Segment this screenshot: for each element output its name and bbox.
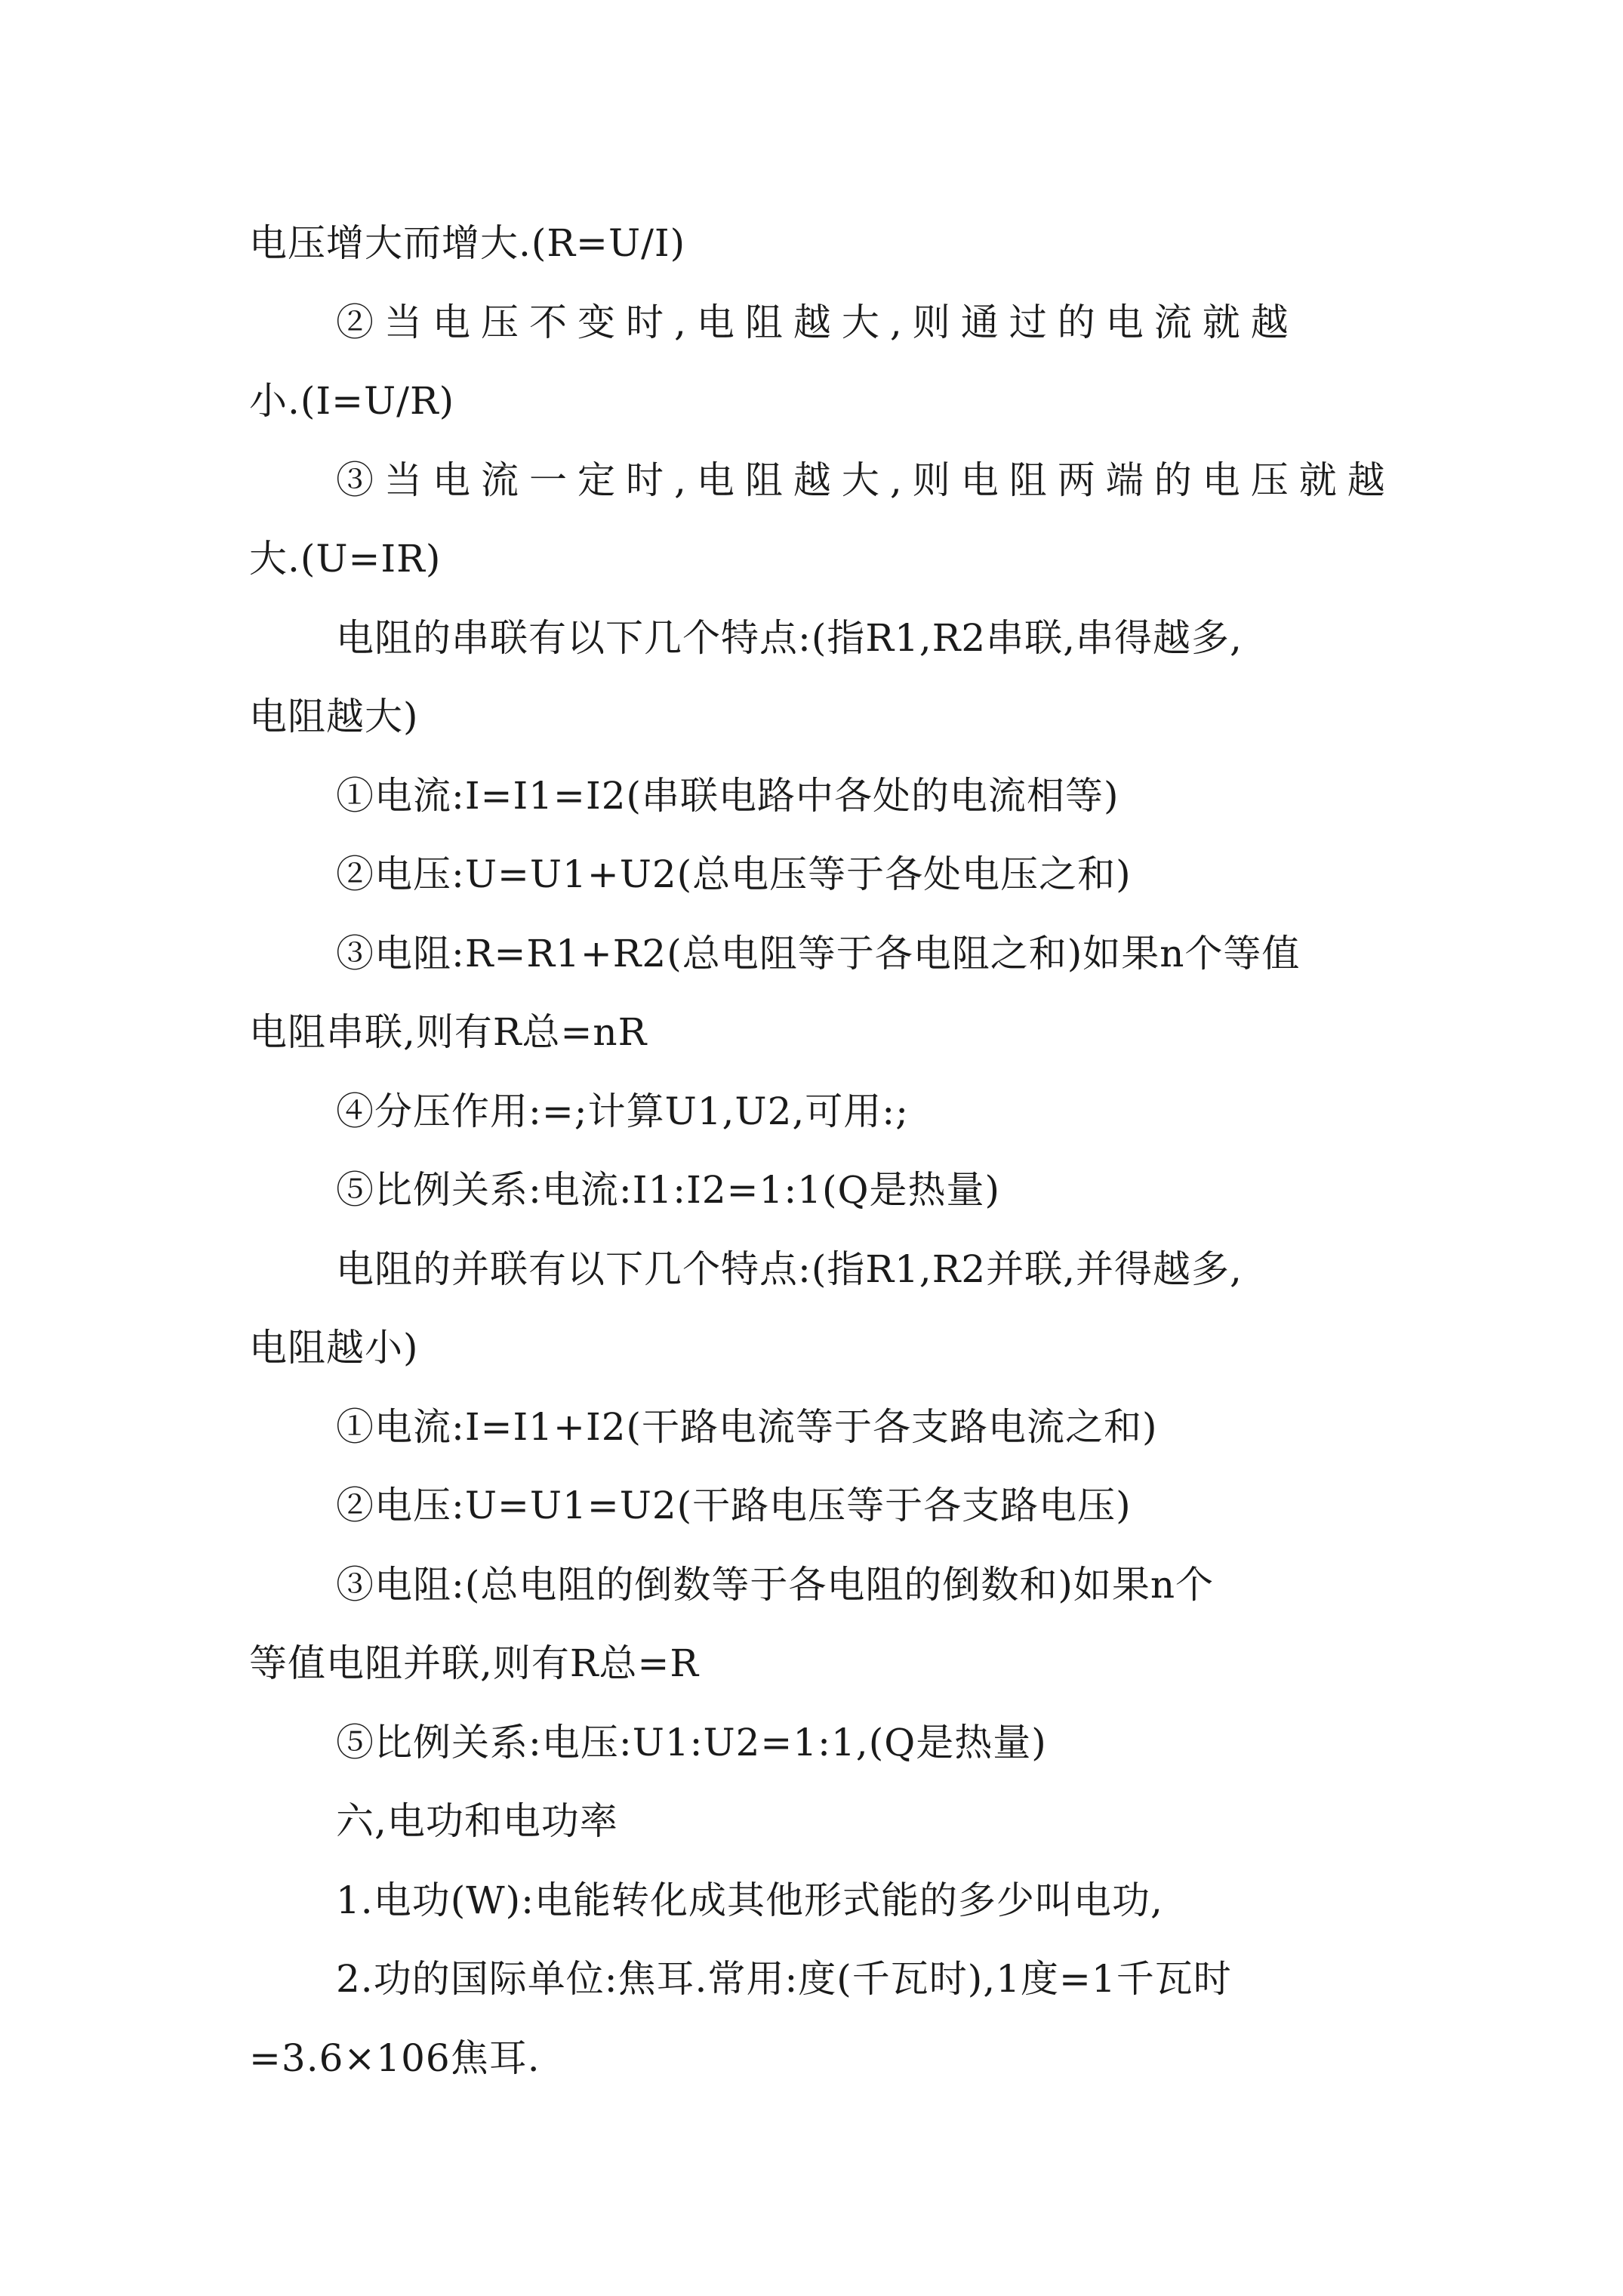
text-line: 1.电功(W):电能转化成其他形式能的多少叫电功, xyxy=(336,1878,1163,1922)
text-line: 电阻串联,则有R总=nR xyxy=(249,1010,648,1054)
text-line: ①电流:I=I1+I2(干路电流等于各支路电流之和) xyxy=(336,1404,1158,1449)
text-line: 等值电阻并联,则有R总=R xyxy=(249,1641,700,1685)
text-line: ③当电流一定时,电阻越大,则电阻两端的电压就越 xyxy=(336,458,1396,502)
text-line: ⑤比例关系:电压:U1:U2=1:1,(Q是热量) xyxy=(336,1720,1047,1764)
text-line: ②当电压不变时,电阻越大,则通过的电流就越 xyxy=(336,300,1299,344)
text-line: 小.(I=U/R) xyxy=(249,379,455,423)
text-line: ③电阻:R=R1+R2(总电阻等于各电阻之和)如果n个等值 xyxy=(336,931,1301,975)
body-text xyxy=(249,204,1396,2097)
text-line: 电压增大而增大.(R=U/I) xyxy=(249,221,686,265)
section-heading: 六,电功和电功率 xyxy=(336,1799,618,1843)
text-line: 电阻的串联有以下几个特点:(指R1,R2串联,串得越多, xyxy=(336,615,1243,660)
text-line: ②电压:U=U1+U2(总电压等于各处电压之和) xyxy=(336,852,1132,896)
text-line: =3.6×106焦耳. xyxy=(249,2036,540,2080)
text-line: ④分压作用:=;计算U1,U2,可用:; xyxy=(336,1089,909,1133)
text-line: ③电阻:(总电阻的倒数等于各电阻的倒数和)如果n个 xyxy=(336,1562,1215,1607)
text-line: 电阻越小) xyxy=(249,1326,419,1370)
text-line: ⑤比例关系:电流:I1:I2=1:1(Q是热量) xyxy=(336,1168,1001,1212)
text-line: 大.(U=IR) xyxy=(249,537,442,581)
text-line: 电阻越大) xyxy=(249,695,419,738)
text-line: ①电流:I=I1=I2(串联电路中各处的电流相等) xyxy=(336,773,1119,818)
text-line: 2.功的国际单位:焦耳.常用:度(千瓦时),1度=1千瓦时 xyxy=(336,1957,1232,2001)
text-line: ②电压:U=U1=U2(干路电压等于各支路电压) xyxy=(336,1484,1132,1527)
text-line: 电阻的并联有以下几个特点:(指R1,R2并联,并得越多, xyxy=(336,1247,1243,1291)
